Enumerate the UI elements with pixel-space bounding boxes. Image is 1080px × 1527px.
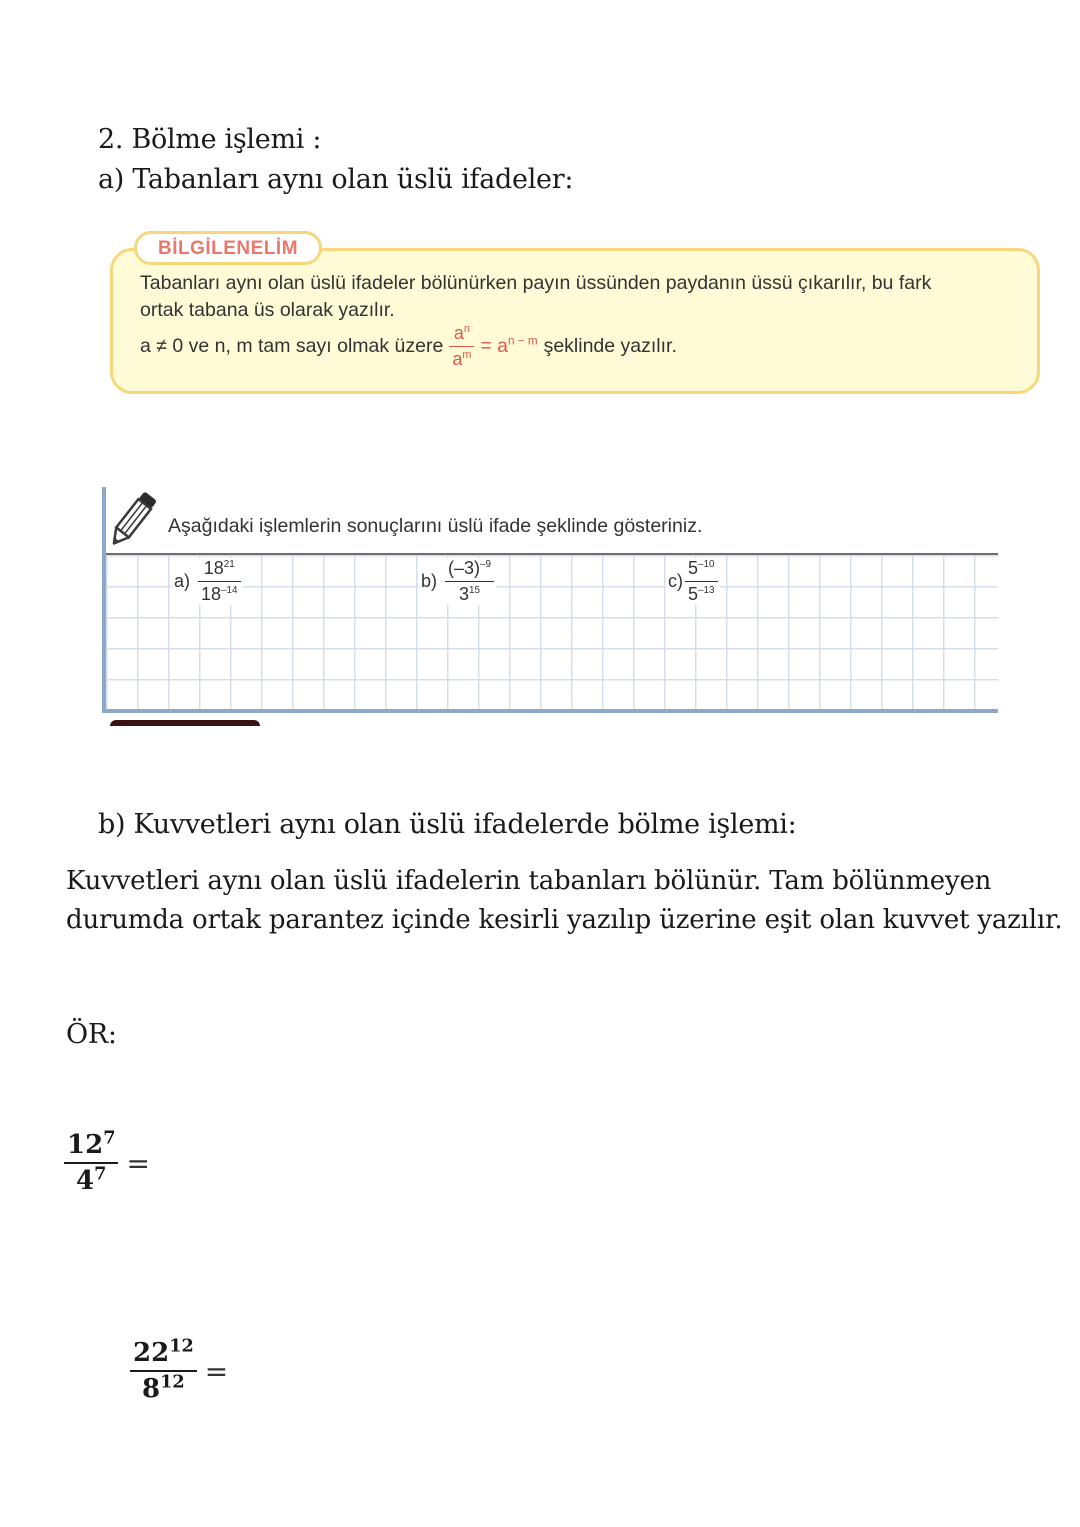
exercise-instruction: Aşağıdaki işlemlerin sonuçlarını üslü ifade şeklinde gösteriniz. — [168, 515, 703, 537]
section-title: 2. Bölme işlemi : — [98, 124, 322, 155]
fraction-b-num-base: (–3) — [448, 558, 481, 578]
fraction-a-den-exp: –14 — [221, 585, 238, 596]
paragraph-line-1: Kuvvetleri aynı olan üslü ifadelerin tabanları bölünür. Tam bölünmeyen — [66, 866, 992, 896]
section-subtitle-a: a) Tabanları aynı olan üslü ifadeler: — [98, 164, 574, 195]
example-2-equals: = — [204, 1354, 229, 1388]
example-2-num-base: 22 — [133, 1338, 170, 1368]
example-item-2 — [130, 1335, 229, 1404]
exercise-item-a — [172, 558, 243, 605]
exercise-item-b — [419, 558, 496, 605]
example-1-den-base: 4 — [76, 1166, 95, 1196]
exercise-fraction-c — [685, 558, 718, 605]
example-1-den-exp: 7 — [94, 1163, 107, 1185]
fraction-b-den-exp: 15 — [469, 585, 481, 596]
example-item-1 — [64, 1127, 150, 1196]
info-formula — [140, 318, 677, 374]
fraction-c-den-base: 5 — [688, 584, 699, 604]
section-b-paragraph — [66, 862, 1066, 940]
example-2-num-exp: 12 — [169, 1335, 194, 1357]
fraction-a-num-exp: 21 — [223, 559, 235, 570]
fraction-c-den-exp: –13 — [698, 585, 715, 596]
example-1-num-base: 12 — [67, 1130, 104, 1160]
formula-fraction — [449, 323, 474, 370]
exercise-fraction-a — [198, 558, 241, 605]
formula-num-base: a — [453, 322, 464, 343]
fraction-b-num-exp: –9 — [480, 559, 492, 570]
grid-left-rule — [102, 487, 106, 713]
formula-num-exp: n — [463, 322, 470, 335]
fraction-a-num-base: 18 — [203, 558, 224, 578]
example-fraction-2 — [130, 1335, 197, 1404]
example-2-den-exp: 12 — [160, 1371, 185, 1393]
formula-den-exp: m — [462, 348, 472, 361]
example-2-den-base: 8 — [142, 1374, 161, 1404]
exercise-fraction-b — [445, 558, 494, 605]
pencil-icon — [108, 486, 158, 552]
formula-suffix: şeklinde yazılır. — [543, 334, 677, 357]
exercise-label-a: a) — [174, 571, 191, 591]
info-line-2: ortak tabana üs olarak yazılır. — [140, 299, 395, 321]
example-fraction-1 — [64, 1127, 118, 1196]
section-subtitle-b: b) Kuvvetleri aynı olan üslü ifadelerde bölme işlemi: — [98, 809, 797, 840]
formula-eq-exp: n − m — [508, 334, 538, 347]
grid-bottom-rule — [102, 709, 998, 713]
exercise-label-c: c) — [668, 571, 683, 591]
exercise-item-c — [666, 558, 720, 605]
fraction-a-den-base: 18 — [201, 584, 222, 604]
example-1-equals: = — [126, 1146, 150, 1180]
info-box-tab: BİLGİLENELİM — [134, 231, 322, 265]
formula-prefix: a ≠ 0 ve n, m tam sayı olmak üzere — [140, 334, 444, 357]
formula-equals: = a — [480, 334, 508, 357]
example-label: ÖR: — [66, 1019, 117, 1050]
info-line-1: Tabanları aynı olan üslü ifadeler bölünürken payın üssünden paydanın üssü çıkarılır, bu fark — [140, 272, 932, 294]
fraction-c-num-exp: –10 — [698, 559, 715, 570]
exercise-label-b: b) — [421, 571, 438, 591]
decorative-strip — [110, 720, 260, 726]
paragraph-line-2: durumda ortak parantez içinde kesirli yazılıp üzerine eşit olan kuvvet yazılır. — [66, 905, 1063, 935]
formula-den-base: a — [452, 348, 463, 369]
example-1-num-exp: 7 — [103, 1127, 116, 1149]
fraction-c-num-base: 5 — [688, 558, 699, 578]
fraction-b-den-base: 3 — [459, 584, 470, 604]
grid-top-rule — [104, 553, 998, 555]
